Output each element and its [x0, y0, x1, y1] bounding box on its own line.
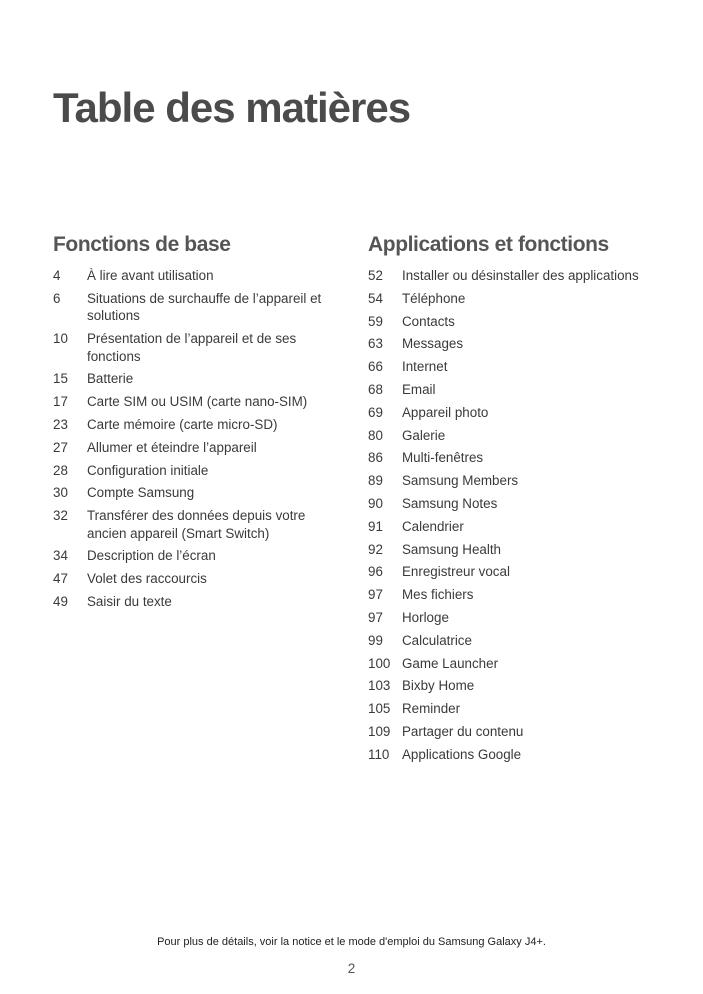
toc-entry[interactable]	[53, 267, 343, 285]
toc-entry[interactable]	[368, 746, 688, 764]
toc-entry[interactable]	[368, 335, 688, 353]
toc-list	[368, 267, 688, 763]
toc-page-number: 92	[368, 541, 383, 557]
toc-section-applications	[368, 233, 688, 769]
toc-entry-label: Transférer des données depuis votre ancien appareil (Smart Switch)	[87, 508, 306, 541]
toc-entry[interactable]	[368, 586, 688, 604]
toc-entry-label: Installer ou désinstaller des applications	[402, 268, 639, 283]
toc-entry[interactable]	[368, 518, 688, 536]
toc-page-number: 68	[368, 381, 383, 397]
toc-page-number: 91	[368, 518, 383, 534]
toc-page-number: 90	[368, 495, 383, 511]
toc-entry[interactable]	[368, 700, 688, 718]
toc-entry-label: Allumer et éteindre l’appareil	[87, 439, 257, 455]
toc-entry-label: Galerie	[402, 427, 446, 443]
toc-list	[53, 267, 343, 611]
toc-entry-label: Compte Samsung	[87, 485, 195, 501]
toc-entry[interactable]	[368, 290, 688, 308]
toc-page-number: 30	[53, 485, 68, 501]
toc-page-number: 10	[53, 331, 68, 347]
toc-entry[interactable]	[53, 484, 343, 502]
page-number: 2	[347, 961, 356, 976]
toc-entry-label: Samsung Health	[402, 541, 501, 557]
toc-page-number: 54	[368, 290, 383, 306]
toc-section-basic-functions	[53, 233, 343, 616]
toc-page-number: 110	[368, 746, 390, 762]
toc-page-number: 97	[368, 609, 383, 625]
toc-entry-label: Messages	[402, 336, 464, 352]
toc-entry[interactable]	[368, 404, 688, 422]
toc-page-number: 63	[368, 336, 383, 352]
toc-page-number: 109	[368, 723, 391, 739]
toc-entry[interactable]	[53, 547, 343, 565]
toc-entry-label: Game Launcher	[402, 655, 499, 671]
toc-entry-label: Appareil photo	[402, 404, 489, 420]
toc-page-number: 66	[368, 359, 383, 375]
toc-entry[interactable]	[368, 655, 688, 673]
toc-page-number: 27	[53, 439, 68, 455]
toc-entry-label: Horloge	[402, 609, 449, 625]
toc-page-number: 86	[368, 450, 383, 466]
toc-page-number: 103	[368, 678, 391, 694]
toc-page-number: 59	[368, 313, 383, 329]
toc-entry[interactable]	[53, 593, 343, 611]
toc-page-number: 105	[368, 701, 391, 717]
toc-entry[interactable]	[368, 632, 688, 650]
toc-entry[interactable]	[53, 393, 343, 411]
toc-page-number: 23	[53, 416, 68, 432]
toc-entry[interactable]	[53, 507, 343, 542]
toc-page-number: 4	[53, 268, 61, 283]
toc-entry-label: Volet des raccourcis	[87, 571, 207, 587]
toc-page-number: 96	[368, 564, 383, 580]
toc-entry-label: Bixby Home	[402, 678, 475, 694]
toc-entry[interactable]	[368, 449, 688, 467]
toc-entry[interactable]	[368, 677, 688, 695]
toc-entry[interactable]	[53, 462, 343, 480]
toc-entry-label: Configuration initiale	[87, 462, 209, 478]
section-heading: Applications et fonctions	[368, 233, 609, 256]
toc-entry[interactable]	[368, 495, 688, 513]
toc-entry-label: Samsung Members	[402, 473, 519, 489]
toc-entry[interactable]	[53, 290, 343, 325]
toc-page-number: 15	[53, 371, 68, 387]
toc-page-number: 97	[368, 587, 383, 603]
toc-entry[interactable]	[368, 472, 688, 490]
toc-entry-label: Batterie	[87, 371, 134, 387]
toc-entry-label: Calculatrice	[402, 632, 472, 648]
toc-entry[interactable]	[368, 381, 688, 399]
toc-entry-label: Carte SIM ou USIM (carte nano-SIM)	[87, 394, 308, 410]
toc-page-number: 99	[368, 632, 383, 648]
toc-entry[interactable]	[53, 570, 343, 588]
footer-note: Pour plus de détails, voir la notice et le mode d'emploi du Samsung Galaxy J4+.	[157, 936, 546, 948]
toc-page-number: 28	[53, 462, 68, 478]
toc-entry[interactable]	[53, 370, 343, 388]
toc-entry-label: À lire avant utilisation	[87, 268, 214, 283]
toc-page-number: 80	[368, 427, 383, 443]
toc-entry-label: Samsung Notes	[402, 495, 498, 511]
toc-entry-label: Contacts	[402, 313, 455, 329]
toc-entry-label: Situations de surchauffe de l’appareil et solutions	[87, 290, 322, 324]
toc-entry[interactable]	[53, 439, 343, 457]
toc-page-number: 6	[53, 290, 61, 306]
toc-entry-label: Saisir du texte	[87, 594, 172, 610]
toc-entry[interactable]	[368, 723, 688, 741]
toc-entry-label: Carte mémoire (carte micro-SD)	[87, 416, 278, 432]
toc-page-number: 34	[53, 548, 68, 564]
toc-page-number: 89	[368, 473, 383, 489]
toc-entry-label: Reminder	[402, 701, 461, 717]
toc-entry-label: Présentation de l’appareil et de ses fonctions	[87, 331, 297, 364]
toc-entry-label: Enregistreur vocal	[402, 564, 510, 580]
toc-page-number: 100	[368, 655, 391, 671]
toc-page-number: 47	[53, 571, 68, 587]
toc-entry-label: Partager du contenu	[402, 723, 524, 739]
toc-page-number: 49	[53, 594, 68, 610]
toc-entry-label: Applications Google	[402, 746, 522, 762]
toc-entry-label: Email	[402, 381, 436, 397]
toc-entry-label: Mes fichiers	[402, 587, 474, 603]
toc-entry-label: Description de l’écran	[87, 548, 216, 564]
toc-entry-label: Calendrier	[402, 518, 464, 534]
toc-entry-label: Internet	[402, 359, 448, 375]
toc-entry[interactable]	[368, 358, 688, 376]
section-heading: Fonctions de base	[53, 233, 231, 256]
toc-page-number: 17	[53, 394, 68, 410]
toc-entry[interactable]	[368, 563, 688, 581]
toc-entry-label: Multi-fenêtres	[402, 450, 484, 466]
toc-entry[interactable]	[53, 330, 343, 365]
toc-entry[interactable]	[368, 313, 688, 331]
toc-entry[interactable]	[368, 609, 688, 627]
toc-page-number: 32	[53, 508, 68, 524]
toc-entry[interactable]	[53, 416, 343, 434]
toc-page-number: 69	[368, 404, 383, 420]
toc-page-number: 52	[368, 268, 383, 283]
toc-entry[interactable]	[368, 541, 688, 559]
toc-entry-label: Téléphone	[402, 290, 466, 306]
toc-entry[interactable]	[368, 267, 688, 285]
page-title: Table des matières	[53, 84, 411, 131]
toc-entry[interactable]	[368, 427, 688, 445]
